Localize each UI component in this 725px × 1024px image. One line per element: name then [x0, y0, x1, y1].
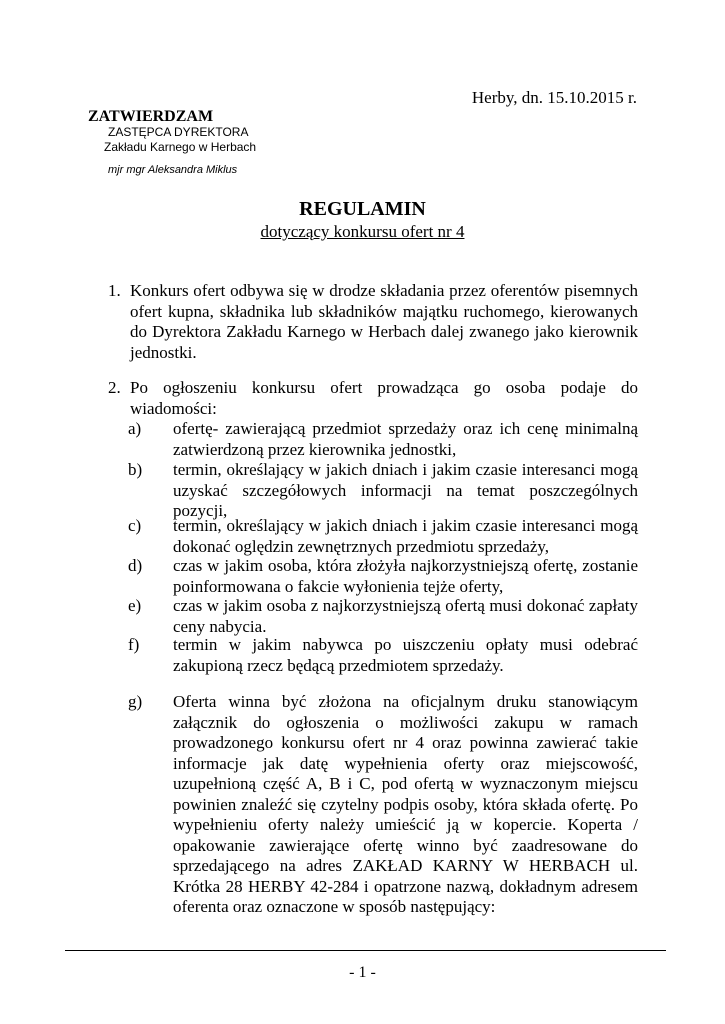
item-text: termin, określający w jakich dniach i jakim czasie interesanci mogą dokonać oględzin zewnętrznych przedmiotu sprzedaży,	[173, 516, 638, 556]
item-label: d)	[128, 556, 143, 575]
document-subtitle: dotyczący konkursu ofert nr 4	[260, 222, 465, 241]
item-text: termin, określający w jakich dniach i jakim czasie interesanci mogą uzyskać szczegółowych informacji na temat poszczególnych pozycji,	[173, 460, 638, 520]
item-label: b)	[128, 460, 143, 479]
item-text: ofertę- zawierającą przedmiot sprzedaży oraz ich cenę minimalną zatwierdzoną przez kierownika jednostki,	[173, 419, 638, 459]
approval-heading: ZATWIERDZAM	[88, 108, 214, 125]
item-label: f)	[128, 635, 140, 654]
item-text: Oferta winna być złożona na oficjalnym druku stanowiącym załącznik do ogłoszenia o możliwości zakupu w ramach prowadzonego konkursu ofert nr 4 oraz powinna zawierać takie informacje jak datę wypełnienia oferty oraz miejscowość, uzupełnioną część A, B i C, pod ofertą w wyznaczonym miejscu powinien znaleźć się czytelny podpis osoby, która składa ofertę. Po wypełnieniu oferty należy umieścić ją w kopercie. Koperta / opakowanie zawierające ofertę winno być zaadresowane do sprzedającego na adres ZAKŁAD KARNY W HERBACH ul. Krótka 28 HERBY 42-284 i opatrzone nazwą, dokładnym adresem oferenta oraz oznaczone w sposób następujący:	[173, 692, 638, 916]
item-label: e)	[128, 596, 142, 615]
item-label: c)	[128, 516, 142, 535]
signer-name: mjr mgr Aleksandra Miklus	[108, 164, 238, 176]
point-number: 1.	[108, 281, 121, 300]
item-text: czas w jakim osoba z najkorzystniejszą ofertą musi dokonać zapłaty ceny nabycia.	[173, 596, 638, 636]
point-text: Po ogłoszeniu konkursu ofert prowadząca go osoba podaje do wiadomości:	[130, 378, 638, 418]
deputy-title: ZASTĘPCA DYREKTORA	[108, 125, 249, 139]
item-label: g)	[128, 692, 143, 711]
item-text: termin w jakim nabywca po uiszczeniu opłaty musi odebrać zakupioną rzecz będącą przedmiotem sprzedaży.	[173, 635, 638, 675]
point-number: 2.	[108, 378, 121, 397]
page-number: - 1 -	[349, 964, 376, 981]
facility-name: Zakładu Karnego w Herbach	[104, 140, 257, 154]
footer-divider	[65, 950, 666, 951]
place-date: Herby, dn. 15.10.2015 r.	[471, 88, 637, 107]
item-label: a)	[128, 419, 142, 438]
item-text: czas w jakim osoba, która złożyła najkorzystniejszą ofertę, zostanie poinformowana o fakcie wyłonienia tejże oferty,	[173, 556, 638, 596]
document-title: REGULAMIN	[299, 198, 426, 220]
point-text: Konkurs ofert odbywa się w drodze składania przez oferentów pisemnych ofert kupna, składnika lub składników majątku ruchomego, kierowanych do Dyrektora Zakładu Karnego w Herbach dalej zwanego jako kierownik jednostki.	[130, 281, 638, 362]
